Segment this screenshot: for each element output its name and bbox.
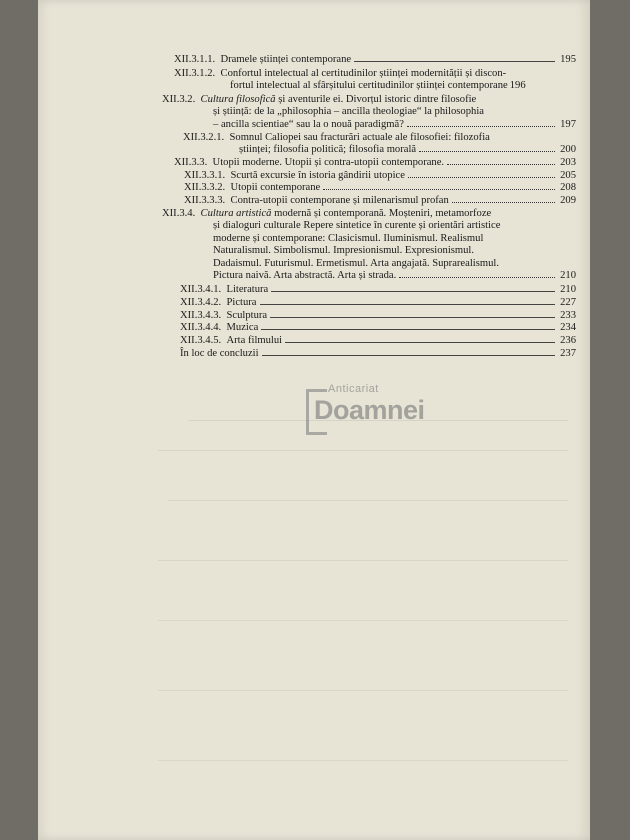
- toc-entry: [162, 94, 576, 131]
- toc-entry: [180, 322, 576, 334]
- toc-title-italic: Cultura artistică: [200, 208, 272, 219]
- toc-title: modernă și contemporană. Moșteniri, metamorfoze: [271, 208, 492, 219]
- toc-entry: [180, 297, 576, 309]
- toc-title: Muzica: [226, 322, 259, 333]
- toc-number: XII.3.3.: [174, 157, 208, 168]
- toc-title-cont: – ancilla scientiae“ sau la o nouă paradigmă?: [213, 118, 404, 130]
- toc-entry: [184, 195, 576, 207]
- toc-title: și aventurile ei. Divorțul istoric dintre filosofie: [275, 94, 477, 105]
- toc-title-cont: Dadaismul. Futurismul. Ermetismul. Arta angajată. Suprarealismul.: [213, 257, 499, 269]
- toc-leader: [271, 291, 555, 292]
- toc-leader: [354, 61, 555, 62]
- toc-leader: [261, 329, 555, 330]
- watermark-top-text: Anticariat: [328, 383, 379, 395]
- toc-number: XII.3.3.2.: [184, 182, 226, 193]
- toc-leader: [419, 151, 555, 152]
- toc-number: XII.3.4.2.: [180, 297, 222, 308]
- toc-title: Contra-utopii contemporane și milenarismul profan: [230, 195, 449, 206]
- toc-title-cont: Pictura naivă. Arta abstractă. Arta și strada.: [213, 270, 397, 282]
- toc-page: 209: [560, 195, 576, 206]
- toc-number: XII.3.4.5.: [180, 335, 222, 346]
- toc-leader: [399, 277, 555, 278]
- toc-title: Pictura: [226, 297, 257, 308]
- watermark-logo: [306, 383, 436, 443]
- toc-number: XII.3.1.2.: [174, 68, 216, 79]
- toc-leader: [407, 126, 555, 127]
- toc-page: 203: [560, 157, 576, 168]
- toc-title: Dramele științei contemporane: [220, 54, 352, 65]
- toc-entry: [180, 335, 576, 347]
- toc-page: 233: [560, 310, 576, 321]
- toc-number: XII.3.2.1.: [183, 132, 225, 143]
- toc-leader: [447, 164, 555, 165]
- toc-title: Arta filmului: [226, 335, 283, 346]
- toc-title: În loc de concluzii: [180, 348, 259, 359]
- toc-page: 197: [560, 118, 576, 130]
- toc-title: Confortul intelectual al certitudinilor științei modernității și discon-: [220, 68, 507, 79]
- toc-page: 200: [560, 144, 576, 156]
- toc-leader: [452, 202, 555, 203]
- toc-number: XII.3.4.1.: [180, 284, 222, 295]
- toc-leader: [270, 317, 555, 318]
- toc-title-cont: științei; filosofia politică; filosofia morală: [239, 144, 417, 156]
- toc-number: XII.3.1.1.: [174, 54, 216, 65]
- book-page: [38, 0, 590, 840]
- toc-entry: [174, 68, 576, 93]
- toc-title-italic: Cultura filosofică: [200, 94, 276, 105]
- toc-title-cont: și dialoguri culturale Repere sintetice în curente și orientări artistice: [213, 220, 501, 232]
- toc-number: XII.3.3.3.: [184, 195, 226, 206]
- toc-page: 237: [560, 348, 576, 359]
- toc-title: Utopii moderne. Utopii și contra-utopii contemporane.: [212, 157, 445, 168]
- toc-title-cont: moderne și contemporane: Clasicismul. Iluminismul. Realismul: [213, 232, 484, 244]
- watermark-main-text: Doamnei: [314, 395, 425, 425]
- toc-title: Literatura: [226, 284, 269, 295]
- toc-title: Utopii contemporane: [230, 182, 321, 193]
- toc-page: 210: [560, 270, 576, 282]
- toc-title-cont: și știință: de la „philosophia – ancilla theologiae“ la philosophia: [213, 106, 484, 118]
- toc-entry: [184, 182, 576, 194]
- toc-entry: [174, 54, 576, 66]
- toc-entry: [162, 208, 576, 282]
- toc-title: Somnul Caliopei sau fracturări actuale ale filosofiei: filozofia: [229, 132, 490, 143]
- toc-leader: [323, 189, 555, 190]
- toc-leader: [408, 177, 555, 178]
- toc-number: XII.3.4.4.: [180, 322, 222, 333]
- toc-entry: [180, 284, 576, 296]
- toc-page: 227: [560, 297, 576, 308]
- toc-entry: [184, 170, 576, 182]
- toc-number: XII.3.2.: [162, 94, 196, 105]
- toc-leader: [285, 342, 555, 343]
- toc-page: 205: [560, 170, 576, 181]
- toc-entry: [180, 310, 576, 322]
- toc-number: XII.3.4.3.: [180, 310, 222, 321]
- toc-page: 234: [560, 322, 576, 333]
- toc-leader: [260, 304, 555, 305]
- toc-entry: [174, 157, 576, 169]
- toc-page: 195: [560, 54, 576, 65]
- toc-number: XII.3.3.1.: [184, 170, 226, 181]
- toc-page: 210: [560, 284, 576, 295]
- toc-title: Sculptura: [226, 310, 268, 321]
- toc-leader: [262, 355, 555, 356]
- toc-number: XII.3.4.: [162, 208, 196, 219]
- toc-page: 236: [560, 335, 576, 346]
- toc-entry: [183, 132, 576, 157]
- toc-page: 196: [509, 80, 526, 92]
- toc-title-cont: fortul intelectual al sfârșitului certitudinilor științei contemporane: [230, 80, 508, 92]
- toc-title: Scurtă excursie în istoria gândirii utopice: [230, 170, 405, 181]
- toc-entry: [180, 348, 576, 360]
- toc-page: 208: [560, 182, 576, 193]
- toc-title-cont: Naturalismul. Simbolismul. Impresionismul. Expresionismul.: [213, 245, 475, 257]
